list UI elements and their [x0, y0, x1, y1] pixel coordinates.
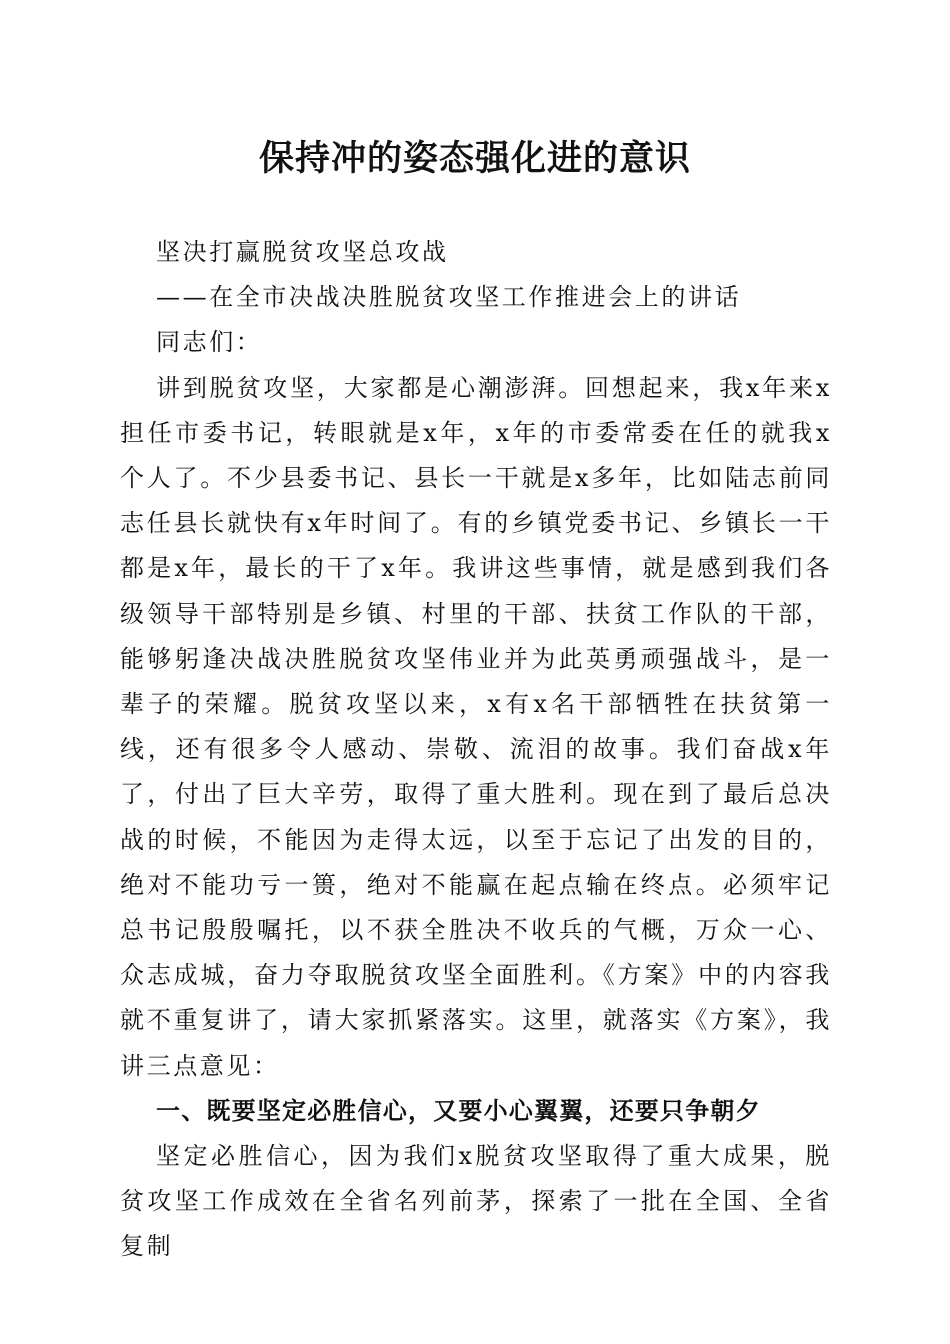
salutation: 同志们：	[156, 328, 263, 357]
speech-occasion: ——在全市决战决胜脱贫攻坚工作推进会上的讲话	[156, 283, 742, 312]
paragraph-section-1: 坚定必胜信心，因为我们x脱贫攻坚取得了重大成果，脱贫攻坚工作成效在全省名列前茅，探索了一批在全国、全省复制	[120, 1142, 832, 1261]
paragraph-intro: 讲到脱贫攻坚，大家都是心潮澎湃。回想起来，我x年来x担任市委书记，转眼就是x年，x年的市委常委在任的就我x个人了。不少县委书记、县长一干就是x多年，比如陆志前同志任县长就快有x年时间了。有的乡镇党委书记、乡镇长一干都是x年，最长的干了x年。我讲这些事情，就是感到我们各级领导干部特别是乡镇、村里的干部、扶贫工作队的干部，能够躬逢决战决胜脱贫攻坚伟业并为此英勇顽强战斗，是一辈子的荣耀。脱贫攻坚以来，x有x名干部牺牲在扶贫第一线，还有很多令人感动、崇敬、流泪的故事。我们奋战x年了，付出了巨大辛劳，取得了重大胜利。现在到了最后总决战的时候，不能因为走得太远，以至于忘记了出发的目的，绝对不能功亏一篑，绝对不能赢在起点输在终点。必须牢记总书记殷殷嘱托，以不获全胜决不收兵的气概，万众一心、众志成城，奋力夺取脱贫攻坚全面胜利。《方案》中的内容我就不重复讲了，请大家抓紧落实。这里，就落实《方案》，我讲三点意见：	[120, 373, 832, 1080]
document-title: 保持冲的姿态强化进的意识	[258, 138, 691, 179]
speech-subtitle: 坚决打赢脱贫攻坚总攻战	[156, 238, 449, 266]
section-heading-1: 一、既要坚定必胜信心，又要小心翼翼，还要只争朝夕	[156, 1096, 761, 1125]
document-body	[120, 230, 832, 1270]
